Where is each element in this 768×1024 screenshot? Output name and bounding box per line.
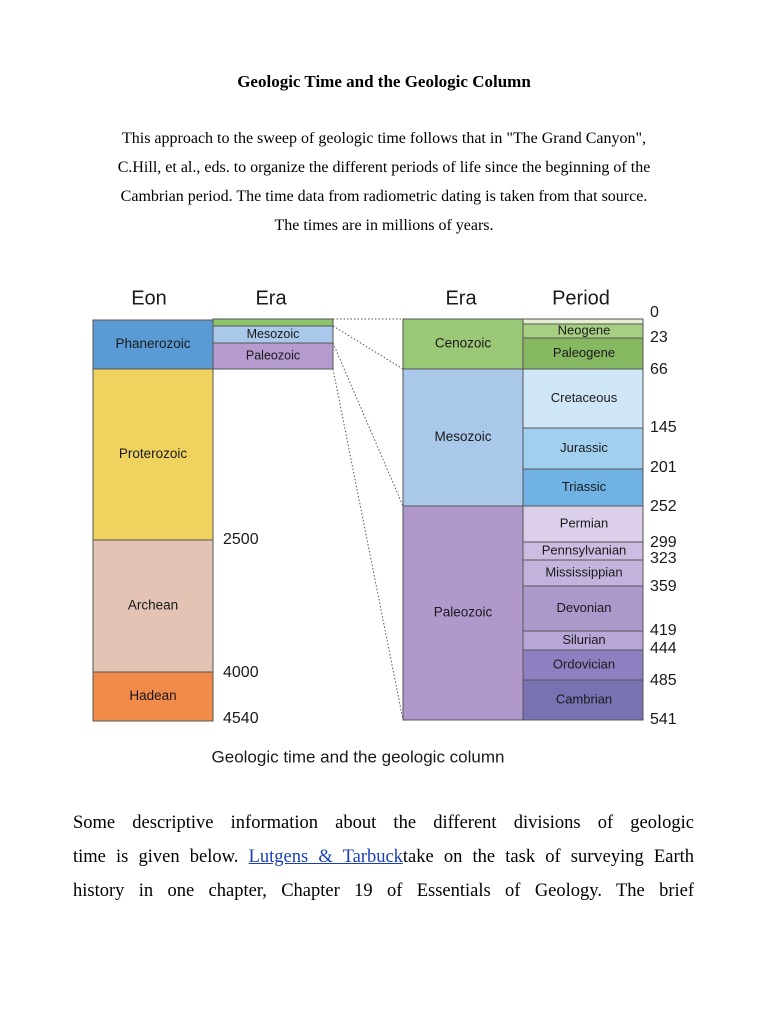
period-label: Jurassic [560, 439, 608, 455]
period-age-label: 444 [650, 640, 677, 658]
period-label: Cretaceous [550, 389, 618, 405]
small-era-block [213, 319, 333, 326]
intro-line: C.Hill, et al., eds. to organize the different periods of life since the beginning of the [117, 159, 651, 176]
era-label: Paleozoic [433, 604, 493, 620]
lutgens-tarbuck-link[interactable]: Lutgens & Tarbuck [248, 847, 403, 867]
eon-label: Proterozoic [118, 446, 188, 462]
period-label: Devonian [556, 599, 612, 615]
period-age-label: 145 [650, 419, 677, 437]
body-line: history in one chapter, Chapter 19 of Essentials of Geology. The brief [73, 881, 694, 901]
period-label: Ordovician [552, 656, 616, 672]
period-age-label: 485 [650, 672, 677, 690]
connector-line [333, 343, 403, 506]
body-line: Some descriptive information about the different divisions of geologic [73, 813, 694, 833]
eon-age-label: 4540 [223, 710, 259, 728]
eon-label: Archean [127, 597, 179, 613]
period-label: Pennsylvanian [541, 542, 627, 558]
eon-label: Phanerozoic [115, 336, 191, 352]
intro-paragraph [0, 124, 768, 240]
connector-line [333, 369, 403, 720]
period-age-label: 23 [650, 329, 668, 347]
period-label: Mississippian [545, 564, 623, 580]
period-age-label: 419 [650, 622, 677, 640]
header-eon: Eon [131, 287, 167, 310]
eon-label: Hadean [129, 688, 177, 704]
eon-age-label: 2500 [223, 531, 259, 549]
period-age-label: 66 [650, 361, 668, 379]
document-title: Geologic Time and the Geologic Column [237, 72, 531, 91]
figure-caption: Geologic time and the geologic column [211, 747, 505, 767]
period-label: Permian [559, 515, 609, 531]
period-label: Silurian [562, 631, 606, 647]
header-era-right: Era [445, 287, 477, 310]
period-label: Cambrian [555, 691, 613, 707]
small-era-label: Paleozoic [245, 348, 301, 363]
body-line [73, 840, 694, 874]
small-era-label: Mesozoic [246, 326, 300, 341]
period-age-label: 201 [650, 459, 677, 477]
connector-line [333, 326, 403, 369]
geologic-column-figure [0, 280, 768, 780]
period-label: Triassic [561, 478, 607, 494]
period-age-label: 299 [650, 534, 677, 552]
eon-age-label: 4000 [223, 664, 259, 682]
period-age-label: 252 [650, 498, 677, 516]
period-age-label: 359 [650, 578, 677, 596]
period-label: Paleogene [552, 344, 616, 360]
body-line-prefix: time is given below. [73, 847, 249, 867]
intro-line: Cambrian period. The time data from radiometric dating is taken from that source. [120, 188, 648, 205]
period-age-label: 0 [650, 304, 659, 322]
header-period: Period [552, 287, 610, 310]
intro-line: This approach to the sweep of geologic time follows that in "The Grand Canyon", [121, 130, 647, 147]
era-label: Mesozoic [434, 429, 492, 445]
body-paragraph [73, 806, 694, 908]
body-line-suffix: take on the task of surveying Earth [402, 847, 694, 867]
era-label: Cenozoic [434, 335, 492, 351]
period-age-label: 541 [650, 711, 677, 729]
header-era-left: Era [255, 287, 287, 310]
intro-line: The times are in millions of years. [274, 217, 494, 234]
period-label: Neogene [557, 322, 611, 338]
period-age-label: 323 [650, 550, 677, 568]
